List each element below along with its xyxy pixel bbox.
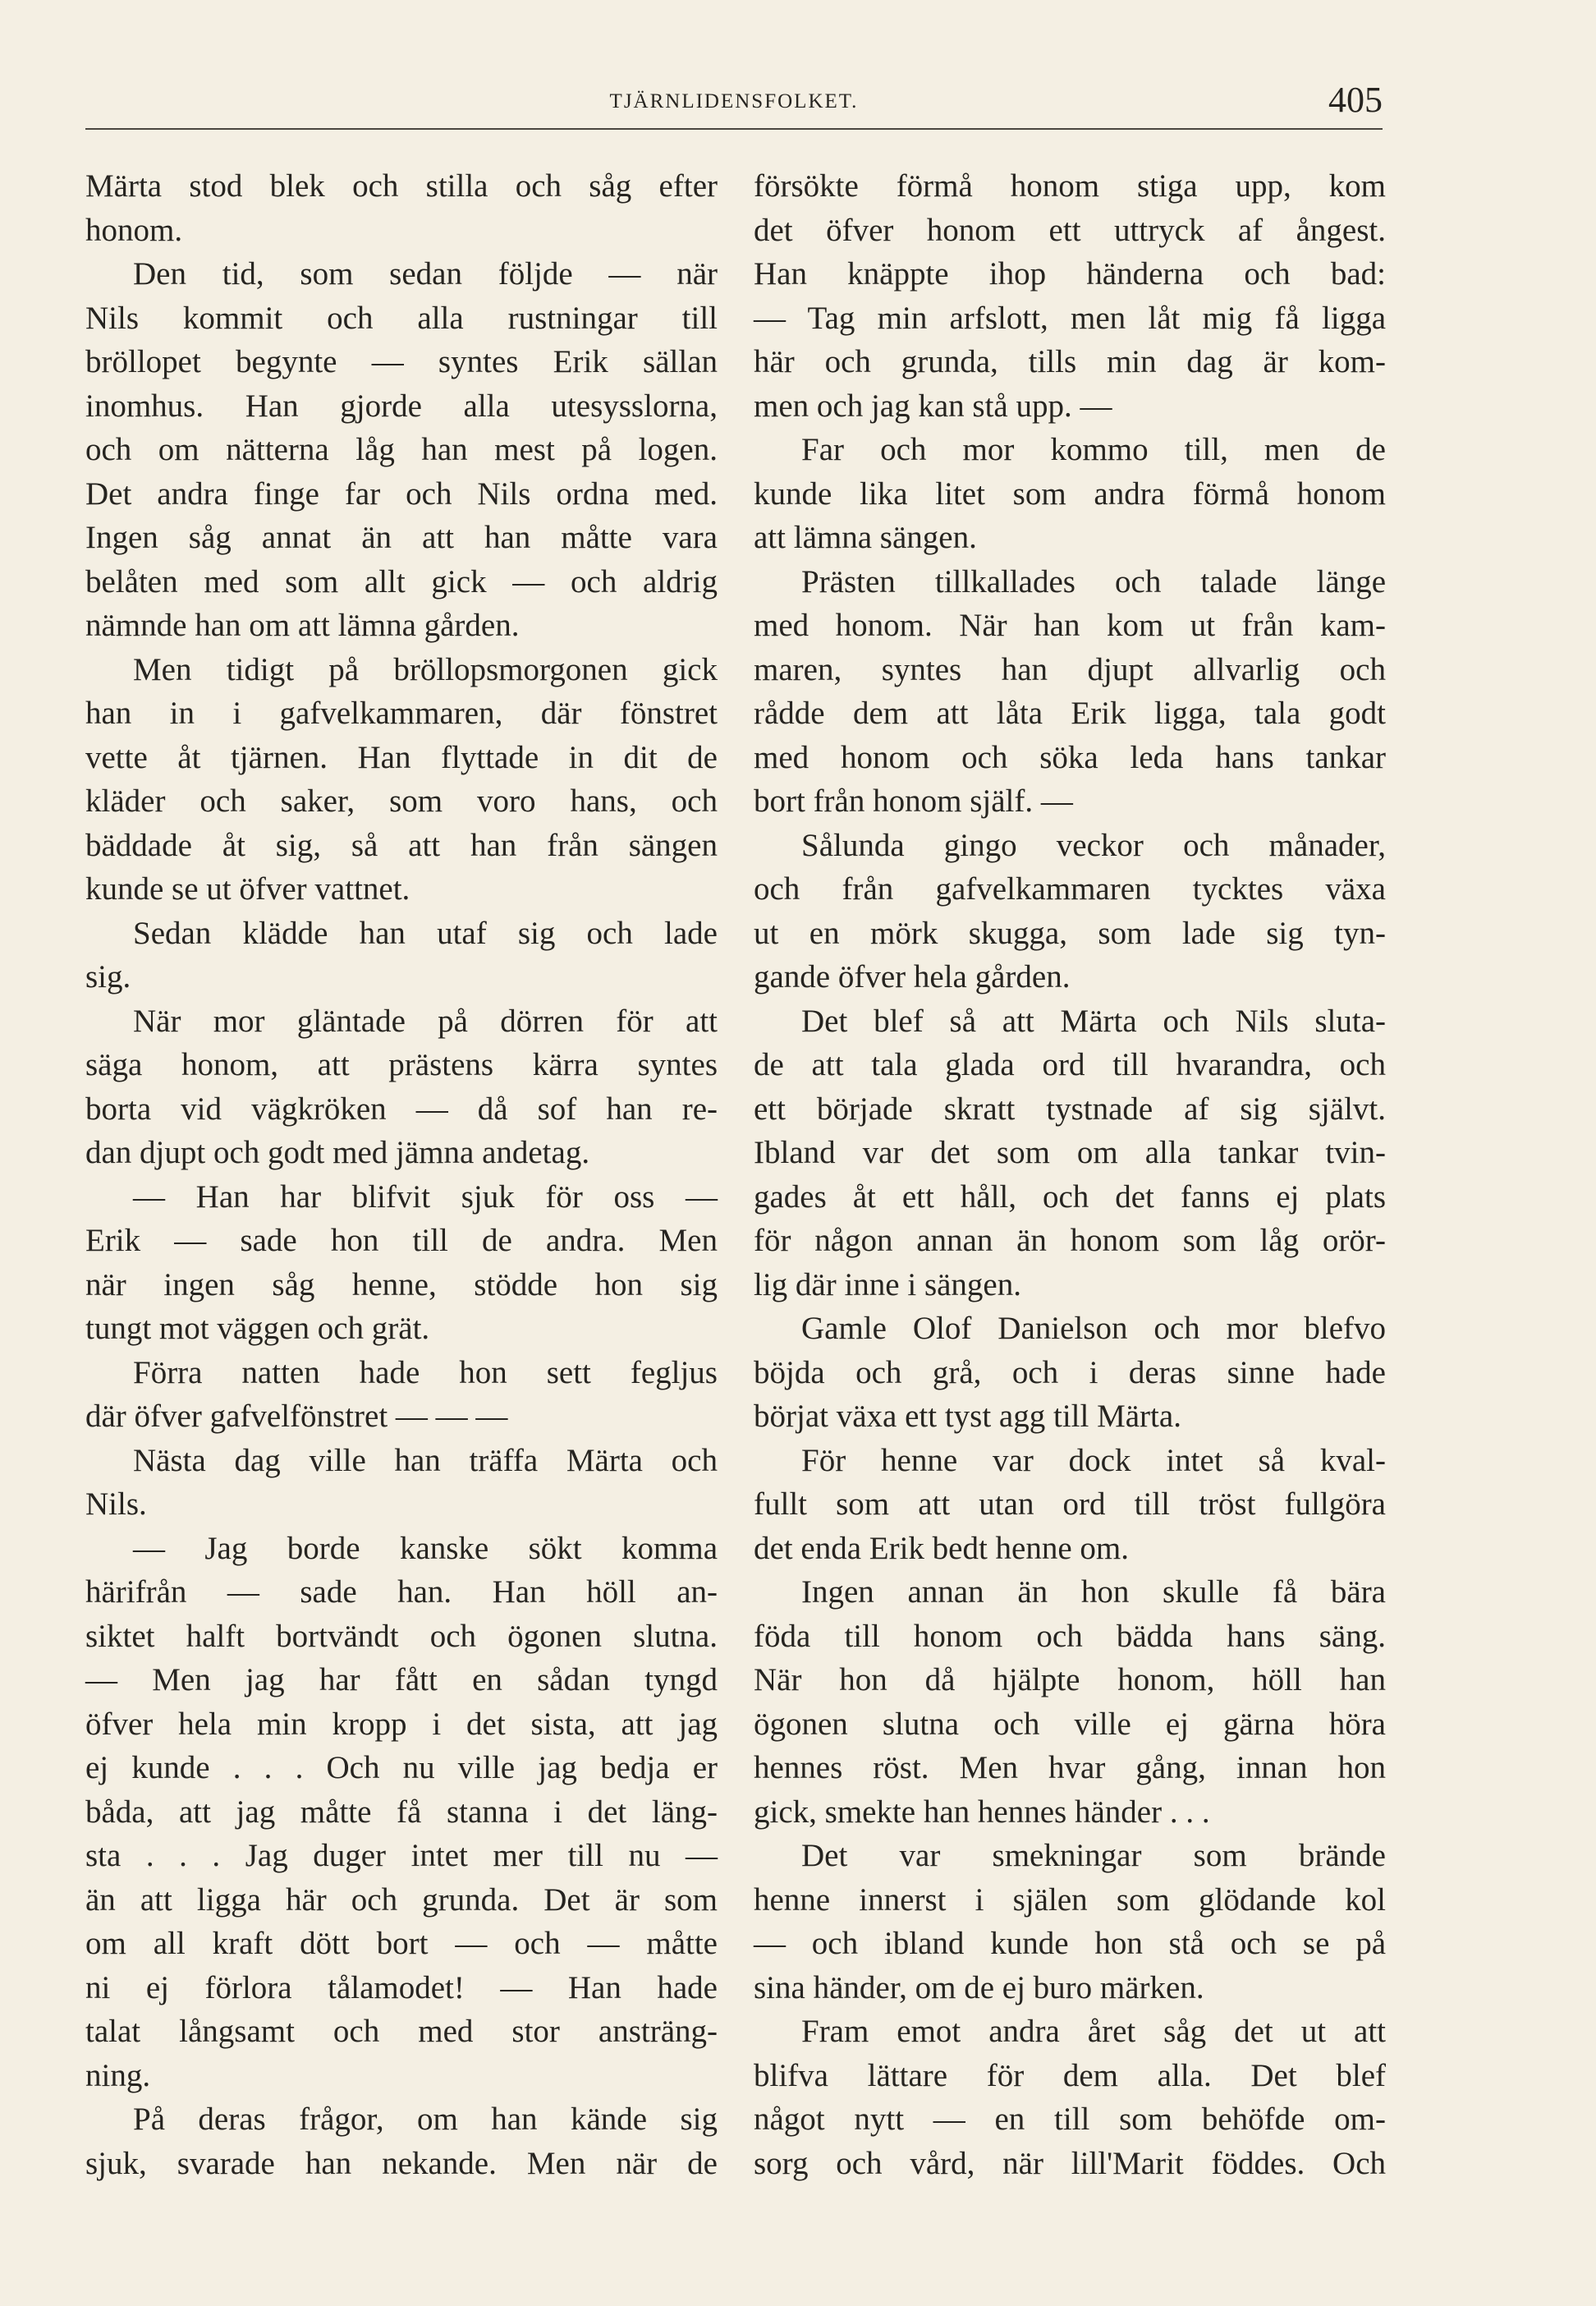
text-line: Märta stod blek och stilla och såg efter bbox=[85, 168, 718, 204]
text-line: härifrån — sade han. Han höll an- bbox=[85, 1574, 718, 1610]
text-line: föda till honom och bädda hans säng. bbox=[754, 1618, 1386, 1654]
text-line: gades åt ett håll, och det fanns ej plats bbox=[754, 1178, 1386, 1215]
text-line: för någon annan än honom som låg orör- bbox=[754, 1223, 1386, 1258]
text-line: tungt mot väggen och grät. bbox=[85, 1311, 430, 1346]
text-line: det enda Erik bedt henne om. bbox=[754, 1530, 1130, 1566]
text-line: talat långsamt och med stor ansträng- bbox=[85, 2014, 718, 2049]
text-line: För henne var dock intet så kval- bbox=[801, 1442, 1386, 1478]
text-line: något nytt — en till som behöfde om- bbox=[754, 2102, 1386, 2137]
text-line: honom. bbox=[85, 212, 183, 248]
text-line: sorg och vård, när lill'Marit föddes. Och bbox=[754, 2145, 1386, 2181]
text-line: Han knäppte ihop händerna och bad: bbox=[754, 256, 1386, 292]
text-line: — Han har blifvit sjuk för oss — bbox=[133, 1178, 718, 1215]
text-line: När mor gläntade på dörren för att bbox=[133, 1003, 718, 1039]
text-line: — Tag min arfslott, men låt mig få ligga bbox=[754, 300, 1386, 336]
text-line: Sedan klädde han utaf sig och lade bbox=[133, 915, 718, 951]
text-line: Det andra finge far och Nils ordna med. bbox=[85, 475, 718, 512]
text-line: de att tala glada ord till hvarandra, och bbox=[754, 1047, 1386, 1082]
text-line: belåten med som allt gick — och aldrig bbox=[85, 563, 718, 599]
text-line: ej kunde . . . Och nu ville jag bedja er bbox=[85, 1750, 718, 1785]
text-line: Förra natten hade hon sett fegljus bbox=[133, 1354, 718, 1390]
text-line: — Jag borde kanske sökt komma bbox=[133, 1530, 718, 1566]
text-line: ögonen slutna och ville ej gärna höra bbox=[754, 1706, 1386, 1742]
text-line: Ingen såg annat än att han måtte vara bbox=[85, 520, 718, 555]
running-title: TJÄRNLIDENSFOLKET. bbox=[609, 90, 859, 113]
text-line: bäddade åt sig, så att han från sängen bbox=[85, 827, 718, 863]
text-line: — Men jag har fått en sådan tyngd bbox=[85, 1662, 718, 1697]
text-line: öfver hela min kropp i det sista, att jag bbox=[85, 1706, 718, 1742]
header-rule bbox=[85, 128, 1383, 130]
text-line: ni ej förlora tålamodet! — Han hade bbox=[85, 1969, 718, 2005]
text-line: bröllopet begynte — syntes Erik sällan bbox=[85, 344, 718, 379]
text-line: men och jag kan stå upp. — bbox=[754, 388, 1112, 424]
text-line: och om nätterna låg han mest på logen. bbox=[85, 432, 718, 467]
text-line: ett började skratt tystnade af sig självt. bbox=[754, 1091, 1386, 1127]
text-line: och från gafvelkammaren tycktes växa bbox=[754, 871, 1386, 907]
text-line: gick, smekte han hennes händer . . . bbox=[754, 1794, 1210, 1830]
text-line: han in i gafvelkammaren, där fönstret bbox=[85, 696, 718, 731]
text-line: sig. bbox=[85, 959, 131, 995]
text-line: inomhus. Han gjorde alla utesysslorna, bbox=[85, 388, 718, 424]
text-line: Far och mor kommo till, men de bbox=[801, 432, 1386, 467]
text-line: — och ibland kunde hon stå och se på bbox=[754, 1926, 1386, 1961]
text-line: om all kraft dött bort — och — måtte bbox=[85, 1926, 718, 1961]
text-line: kläder och saker, som voro hans, och bbox=[85, 783, 718, 819]
text-line: lig där inne i sängen. bbox=[754, 1266, 1021, 1302]
text-line: Det var smekningar som brände bbox=[801, 1838, 1386, 1873]
text-line: börjat växa ett tyst agg till Märta. bbox=[754, 1399, 1181, 1434]
text-line: här och grunda, tills min dag är kom- bbox=[754, 344, 1386, 379]
text-line: vette åt tjärnen. Han flyttade in dit de bbox=[85, 739, 718, 775]
text-line: det öfver honom ett uttryck af ångest. bbox=[754, 212, 1386, 248]
text-line: än att ligga här och grunda. Det är som bbox=[85, 1881, 718, 1918]
text-line: siktet halft bortvändt och ögonen slutna. bbox=[85, 1618, 718, 1654]
text-line: På deras frågor, om han kände sig bbox=[133, 2102, 718, 2137]
text-column-left bbox=[85, 164, 718, 2185]
text-line: henne innerst i själen som glödande kol bbox=[754, 1881, 1386, 1918]
text-line: böjda och grå, och i deras sinne hade bbox=[754, 1354, 1386, 1390]
text-line: maren, syntes han djupt allvarlig och bbox=[754, 651, 1386, 687]
text-line: kunde se ut öfver vattnet. bbox=[85, 871, 410, 907]
text-line: dan djupt och godt med jämna andetag. bbox=[85, 1135, 590, 1170]
text-line: Det blef så att Märta och Nils sluta- bbox=[801, 1003, 1386, 1039]
text-line: Ibland var det som om alla tankar tvin- bbox=[754, 1135, 1386, 1170]
text-line: båda, att jag måtte få stanna i det läng- bbox=[85, 1794, 718, 1830]
text-line: Ingen annan än hon skulle få bära bbox=[801, 1574, 1386, 1610]
text-line: Gamle Olof Danielson och mor blefvo bbox=[801, 1311, 1386, 1346]
text-line: sta . . . Jag duger intet mer till nu — bbox=[85, 1838, 718, 1873]
text-line: rådde dem att låta Erik ligga, tala godt bbox=[754, 696, 1386, 731]
text-line: Erik — sade hon till de andra. Men bbox=[85, 1223, 718, 1258]
text-line: blifva lättare för dem alla. Det blef bbox=[754, 2057, 1386, 2093]
text-column-right bbox=[754, 164, 1386, 2185]
text-line: kunde lika litet som andra förmå honom bbox=[754, 475, 1386, 512]
text-line: Prästen tillkallades och talade länge bbox=[801, 563, 1386, 599]
text-line: borta vid vägkröken — då sof han re- bbox=[85, 1091, 718, 1127]
text-line: Den tid, som sedan följde — när bbox=[133, 256, 718, 292]
text-line: sjuk, svarade han nekande. Men när de bbox=[85, 2145, 718, 2181]
text-line: Nils. bbox=[85, 1486, 147, 1522]
text-line: att lämna sängen. bbox=[754, 520, 977, 555]
text-line: fullt som att utan ord till tröst fullgöra bbox=[754, 1486, 1386, 1522]
text-line: gande öfver hela gården. bbox=[754, 959, 1071, 995]
text-line: Nästa dag ville han träffa Märta och bbox=[133, 1442, 718, 1478]
text-line: där öfver gafvelfönstret — — — bbox=[85, 1399, 508, 1434]
text-line: när ingen såg henne, stödde hon sig bbox=[85, 1266, 718, 1302]
text-line: När hon då hjälpte honom, höll han bbox=[754, 1662, 1386, 1697]
text-line: Fram emot andra året såg det ut att bbox=[801, 2014, 1386, 2049]
text-line: Sålunda gingo veckor och månader, bbox=[801, 827, 1386, 863]
page-number: 405 bbox=[1328, 80, 1383, 120]
text-line: med honom. När han kom ut från kam- bbox=[754, 608, 1386, 643]
text-line: bort från honom själf. — bbox=[754, 783, 1073, 819]
text-line: ning. bbox=[85, 2057, 151, 2093]
text-line: sina händer, om de ej buro märken. bbox=[754, 1969, 1204, 2005]
text-line: med honom och söka leda hans tankar bbox=[754, 739, 1386, 775]
text-line: Nils kommit och alla rustningar till bbox=[85, 300, 718, 336]
text-line: Men tidigt på bröllopsmorgonen gick bbox=[133, 651, 718, 687]
text-line: försökte förmå honom stiga upp, kom bbox=[754, 168, 1386, 204]
text-line: ut en mörk skugga, som lade sig tyn- bbox=[754, 915, 1386, 951]
text-line: nämnde han om att lämna gården. bbox=[85, 608, 520, 643]
text-line: hennes röst. Men hvar gång, innan hon bbox=[754, 1750, 1386, 1785]
text-line: säga honom, att prästens kärra syntes bbox=[85, 1047, 718, 1082]
